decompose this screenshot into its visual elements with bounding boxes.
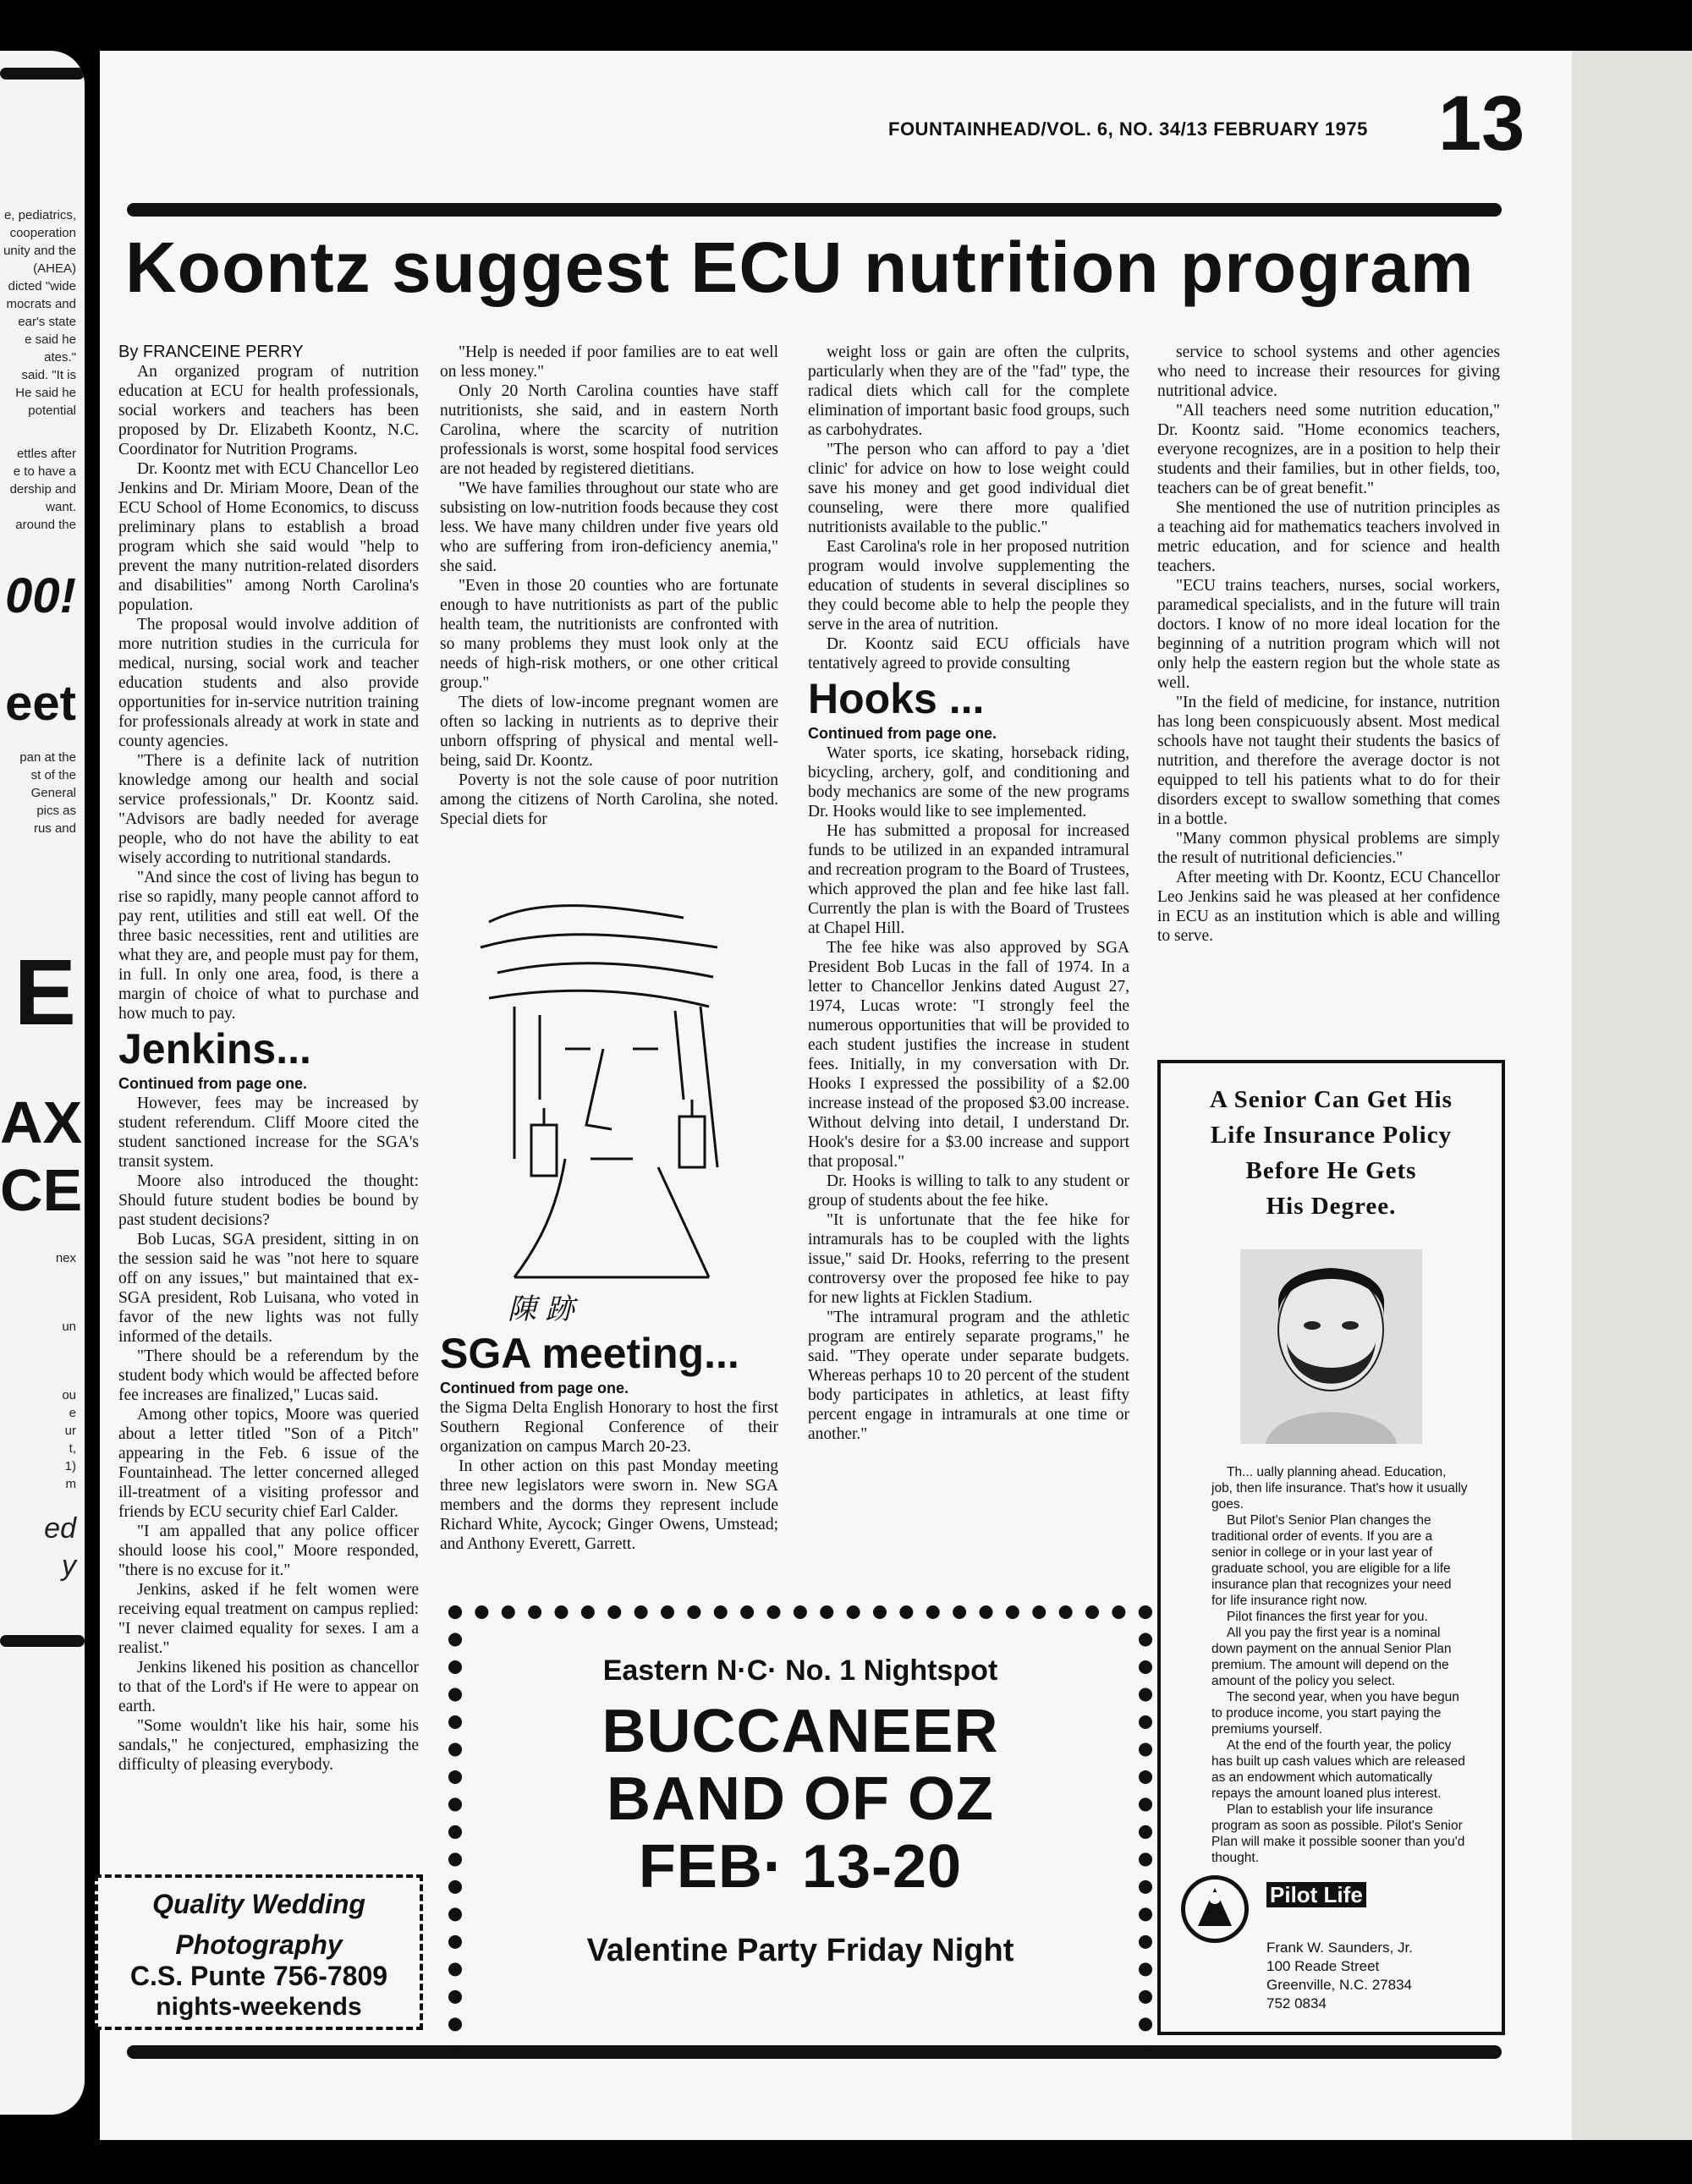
ad-headline-line: His Degree. xyxy=(1266,1193,1397,1220)
jenkins-paragraph: "I am appalled that any police officer should loose his cool," Moore responded, "there is no excuse for it." xyxy=(118,1523,419,1579)
prev-fragment: rus and xyxy=(33,821,76,836)
prev-fragment: said. "It is xyxy=(21,368,76,382)
sga-paragraph: In other action on this past Monday meeting three new legislators were sworn in. New SGA members and the dorms they represent include Richard White, Aycock; Ginger Owens, Umstead; and Anthony Everett, Garrett. xyxy=(440,1457,778,1553)
article-paragraph: "There is a definite lack of nutrition knowledge among our health and social service professionals," Dr. Koontz said. "Advisors are badly needed for average people, who do not have the ability to eat wisely according to nutritional standards. xyxy=(118,752,419,867)
prev-big-text: CE xyxy=(0,1157,83,1223)
pilot-logo-icon xyxy=(1181,1875,1249,1943)
prev-fragment: (AHEA) xyxy=(33,261,76,276)
jenkins-paragraph: Moore also introduced the thought: Should future student bodies be bound by past student decisions? xyxy=(118,1172,419,1229)
article-paragraph: Dr. Koontz said ECU officials have tentatively agreed to provide consulting xyxy=(808,635,1129,672)
jenkins-paragraph: Jenkins likened his position as chancellor to that of the Lord's if He were to appear on earth. xyxy=(118,1659,419,1715)
article-paragraph: After meeting with Dr. Koontz, ECU Chancellor Leo Jenkins said he was pleased at her confidence in ECU as an institution which is able and willing to serve. xyxy=(1157,869,1500,945)
jenkins-paragraph: Among other topics, Moore was queried about a letter titled "Son of a Pitch" appearing in the Feb. 6 issue of the Fountainhead. The letter concerned alleged ill-treatment of a visiting professor and friends by ECU security chief Earl Calder. xyxy=(118,1406,419,1521)
article-paragraph: "ECU trains teachers, nurses, social workers, paramedical specialists, and in the future will train doctors. I know of no more ideal location for the beginning of a nutrition program which will not only help the eastern region but the whole state as well. xyxy=(1157,577,1500,692)
sga-column xyxy=(440,1328,778,1554)
article-paragraph: "Help is needed if poor families are to eat well on less money." xyxy=(440,343,778,381)
prev-fragment: ates." xyxy=(44,350,76,365)
jenkins-paragraph: Bob Lucas, SGA president, sitting in on the session said he was "not here to square off on any issues," but maintained that ex-SGA president, Rob Luisana, who voted in favor of the new lights was not fully informed of the details. xyxy=(118,1231,419,1346)
jenkins-paragraph: "Some wouldn't like his hair, some his sandals," he conjectured, emphasizing the difficulty of pleasing everybody. xyxy=(118,1717,419,1774)
article-paragraph: An organized program of nutrition education at ECU for health professionals, social workers and teachers has been proposed by Dr. Elizabeth Koontz, N.C. Coordinator for Nutrition Programs. xyxy=(118,363,419,458)
prev-page-divider xyxy=(0,1635,85,1647)
byline: By FRANCEINE PERRY xyxy=(118,343,304,361)
sga-paragraph: the Sigma Delta English Honorary to host the first Southern Regional Conference of their organization on campus March 20-23. xyxy=(440,1399,778,1456)
ad-venue: BUCCANEER xyxy=(602,1698,999,1765)
prev-fragment: dicted "wide xyxy=(8,279,76,294)
prev-page-fragments-top xyxy=(0,206,85,420)
page-number: 13 xyxy=(1438,80,1525,167)
article-paragraph: The diets of low-income pregnant women are often so lacking in nutrients as to deprive their unborn offspring of physical and mental well-being, said Dr. Koontz. xyxy=(440,694,778,770)
prev-fragment: st of the xyxy=(30,768,76,782)
prev-fragment: He said he xyxy=(15,386,76,400)
ad-dates: FEB· 13-20 xyxy=(638,1833,963,1901)
article-column-3 xyxy=(808,343,1129,1444)
prev-fragment: nex xyxy=(55,1251,76,1265)
portrait-photo xyxy=(1240,1249,1422,1444)
prev-fragment: potential xyxy=(28,403,76,418)
prev-page-divider xyxy=(0,68,85,80)
article-paragraph: The proposal would involve addition of more nutrition studies in the curricula for medical, nursing, social work and teacher education students and also provide opportunities for in-service nutrition training for professionals already at work in state and county agencies. xyxy=(118,616,419,750)
prev-fragment: pics as xyxy=(36,804,76,818)
ad-band: BAND OF OZ xyxy=(607,1765,994,1833)
ad-paragraph: The second year, when you have begun to produce income, you start paying the premiums yourself. xyxy=(1211,1690,1459,1737)
prev-fragment: ettles after xyxy=(16,447,76,461)
prev-fragment: t, xyxy=(69,1441,76,1456)
previous-page-edge xyxy=(0,51,85,2115)
hooks-paragraph: Water sports, ice skating, horseback riding, bicycling, archery, golf, and conditioning and body mechanics are some of the new programs Dr. Hooks would like to see implemented. xyxy=(808,744,1129,820)
prev-fragment: e said he xyxy=(25,332,76,347)
article-paragraph: "In the field of medicine, for instance, nutrition has long been conspicuously absent. Most medical schools have not taught their students the basics of nutrition, and therefore the average doctor is not equipped to tell his patients what to do for their disorders except to swallow something that comes in a bottle. xyxy=(1157,694,1500,828)
ad-paragraph: At the end of the fourth year, the policy has built up cash values which are released as an endowment which automatically repays the amount loaned plus interest. xyxy=(1211,1738,1465,1801)
prev-fragment: dership and xyxy=(9,482,76,497)
wedding-photography-ad xyxy=(95,1874,423,2030)
ad-line: nights-weekends xyxy=(156,1993,362,2021)
article-paragraph: weight loss or gain are often the culprits, particularly when they are of the "fad" type, the radical diets which call for the complete elimination of important basic food groups, such as carbohydrates. xyxy=(808,343,1129,439)
prev-fragment: unity and the xyxy=(3,244,76,258)
hooks-paragraph: "The intramural program and the athletic program are entirely separate programs," he said. "They operate under separate budgets. Whereas perhaps 10 to 20 percent of the student body participates in athletics, at least fifty percent engage in intramurals at one time or another." xyxy=(808,1309,1129,1443)
article-paragraph: "We have families throughout our state who are subsisting on low-nutrition foods because they cost less. We have many children under five years old who are suffering from iron-deficiency anemia," she said. xyxy=(440,480,778,575)
prev-fragment: e, pediatrics, xyxy=(3,208,76,222)
hooks-continued: Continued from page one. xyxy=(808,725,997,742)
sketch-signature: 陳 跡 xyxy=(508,1292,574,1326)
ad-paragraph: But Pilot's Senior Plan changes the traditional order of events. If you are a senior in college or in your last year of graduate school, you are eligible for a life insurance plan that recognizes your need for life insurance right now. xyxy=(1211,1513,1452,1608)
prev-fragment: pan at the xyxy=(19,750,76,765)
ad-headline-line: Before He Gets xyxy=(1245,1157,1417,1184)
prev-fragment: ed xyxy=(44,1512,76,1545)
ad-paragraph: Pilot finances the first year for you. xyxy=(1227,1610,1428,1624)
hooks-paragraph: Dr. Hooks is willing to talk to any student or group of students about the fee hike. xyxy=(808,1172,1129,1210)
article-paragraph: "All teachers need some nutrition education," Dr. Koontz said. "Home economics teachers, everyone recognizes, are in a position to help their students and their families, but in other fields, too, teachers can be of great benefit." xyxy=(1157,402,1500,497)
sketch-illustration xyxy=(464,888,743,1328)
article-paragraph: Poverty is not the sole cause of poor nutrition among the citizens of North Carolina, she noted. Special diets for xyxy=(440,771,778,828)
hooks-subhead: Hooks ... xyxy=(808,675,985,722)
article-paragraph: Only 20 North Carolina counties have staff nutritionists, she said, and in eastern North Carolina, where the scarcity of nutrition professionals is worst, some hospital food services are not headed by registered dietitians. xyxy=(440,382,778,478)
prev-fragment: ear's state xyxy=(18,315,76,329)
jenkins-paragraph: Jenkins, asked if he felt women were receiving equal treatment on campus replied: "I never claimed equality for sexes. I am a realist." xyxy=(118,1581,419,1657)
top-divider xyxy=(127,203,1502,217)
article-paragraph: "Many common physical problems are simply the result of nutritional deficiencies." xyxy=(1157,830,1500,867)
jenkins-paragraph: However, fees may be increased by student referendum. Cliff Moore cited the student sanctioned increase for the SGA's transit system. xyxy=(118,1095,419,1171)
prev-fragment: mocrats and xyxy=(6,297,76,311)
ad-paragraph: Plan to establish your life insurance program as soon as possible. Pilot's Senior Plan will make it possible sooner than you'd thought. xyxy=(1211,1803,1465,1865)
prev-big-text: AX xyxy=(0,1089,83,1155)
jenkins-continued: Continued from page one. xyxy=(118,1075,307,1092)
jenkins-paragraph: "There should be a referendum by the student body which would be affected before fee increases are finalized," Lucas said. xyxy=(118,1347,419,1404)
jenkins-subhead: Jenkins... xyxy=(118,1025,311,1073)
ad-paragraph: All you pay the first year is a nominal down payment on the annual Senior Plan premium. The amount will depend on the amount of the policy you select. xyxy=(1211,1626,1452,1688)
pilot-life-ad xyxy=(1157,1060,1505,2035)
prev-fragment: 1) xyxy=(64,1459,76,1473)
portrait-icon xyxy=(1240,1249,1422,1444)
prev-fragment: e to have a xyxy=(13,464,76,479)
ad-headline-line: A Senior Can Get His xyxy=(1210,1086,1453,1113)
buccaneer-ad xyxy=(448,1605,1152,2059)
ad-headline-line: Life Insurance Policy xyxy=(1210,1122,1453,1149)
hooks-paragraph: "It is unfortunate that the fee hike for intramurals has to be coupled with the lights issue," said Dr. Hooks, referring to the present controversy over the proposed fee hike to pay for new lights at Ficklen Stadium. xyxy=(808,1211,1129,1307)
agent-info xyxy=(1266,1939,1413,2013)
sga-subhead: SGA meeting... xyxy=(440,1330,739,1377)
prev-page-fragments-mid xyxy=(0,445,85,534)
prev-fragment: want. xyxy=(46,500,76,514)
ad-paragraph: Th... ually planning ahead. Education, job, then life insurance. That's how it usually goes. xyxy=(1211,1465,1468,1512)
ad-headline xyxy=(1161,1082,1502,1224)
agent-line: Greenville, N.C. 27834 xyxy=(1266,1977,1412,1993)
masthead-folio: FOUNTAINHEAD/VOL. 6, NO. 34/13 FEBRUARY 1975 xyxy=(888,118,1368,140)
article-paragraph: "Even in those 20 counties who are fortunate enough to have nutritionists as part of the public health team, the nutritionists are confronted with so many problems they must look only at the needs of high-risk mothers, or one other critical group." xyxy=(440,577,778,692)
headline: Koontz suggest ECU nutrition program xyxy=(125,228,1475,307)
article-paragraph: "And since the cost of living has begun to rise so rapidly, many people cannot afford to pay rent, utilities and still eat well. Of the three basic necessities, rent and utilities are what they are, and people must pay for them, in full. In only one area, food, is there a margin of choice of what to purchase and how much to pay. xyxy=(118,869,419,1023)
agent-line: 100 Reade Street xyxy=(1266,1958,1380,1974)
ad-line: Photography xyxy=(175,1929,343,1960)
article-paragraph: She mentioned the use of nutrition principles as a teaching aid for mathematics teachers involved in metric education, and for science and health teachers. xyxy=(1157,499,1500,575)
hooks-paragraph: He has submitted a proposal for increased funds to be utilized in an expanded intramural and recreation program to the Board of Trustees, which approved the plan and fee hike last fall. Currently the plan is with the Board of Trustees at Chapel Hill. xyxy=(808,822,1129,937)
article-column-2 xyxy=(440,343,778,829)
article-column-4 xyxy=(1157,343,1500,946)
prev-fragment: General xyxy=(30,786,76,800)
article-paragraph: East Carolina's role in her proposed nutrition program would involve supplementing the education of students in several disciplines so they could become able to help the people they serve in the area of nutrition. xyxy=(808,538,1129,634)
ad-body xyxy=(1161,1464,1502,1866)
prev-fragment: e xyxy=(69,1406,76,1420)
prev-fragment: m xyxy=(65,1477,76,1491)
prev-fragment: ou xyxy=(62,1388,76,1402)
prev-page-fragments-bottom xyxy=(0,1249,85,1584)
prev-page-fragments-low xyxy=(0,749,85,837)
prev-fragment: y xyxy=(62,1550,76,1582)
prev-big-text: E xyxy=(14,941,76,1045)
bottom-divider xyxy=(127,2045,1502,2059)
article-paragraph: "The person who can afford to pay a 'diet clinic' for advice on how to lose weight could save his money and get good individual diet counseling, were there more qualified nutritionists available to the public." xyxy=(808,441,1129,536)
article-column-1 xyxy=(118,343,419,1775)
ad-phone: C.S. Punte 756-7809 xyxy=(129,1961,388,1991)
agent-line: 752 0834 xyxy=(1266,1995,1327,2011)
agent-line: Frank W. Saunders, Jr. xyxy=(1266,1940,1413,1956)
hooks-paragraph: The fee hike was also approved by SGA President Bob Lucas in the fall of 1974. In a letter to Chancellor Jenkins dated August 27, 1974, Lucas wrote: "I strongly feel the numerous opportunities that will be provided to each student justifies the increase in student fees. Initially, in my conversation with Dr. Hooks I expressed the possibility of a $2.00 increase instead of the proposed $3.00 increase. Without delving into detail, I understand Dr. Hook's desire for a $3.00 increase and support that proposal." xyxy=(808,939,1129,1171)
article-paragraph: service to school systems and other agencies who need to increase their resources for giving nutritional advice. xyxy=(1157,343,1500,400)
sga-continued: Continued from page one. xyxy=(440,1380,629,1397)
right-page-edge xyxy=(1572,51,1692,2140)
pilot-logo-word: Pilot Life xyxy=(1266,1882,1366,1907)
prev-fragment: cooperation xyxy=(9,226,76,240)
prev-fragment: around the xyxy=(15,518,76,532)
prev-fragment: ur xyxy=(64,1424,76,1438)
ad-line: Quality Wedding xyxy=(152,1889,365,1919)
prev-big-text: 00! xyxy=(5,568,76,623)
article-paragraph: Dr. Koontz met with ECU Chancellor Leo Jenkins and Dr. Miriam Moore, Dean of the ECU School of Home Economics, to discuss preliminary plans to establish a broad program which she said would "help to prevent the many nutrition-related disorders and disabilities" among North Carolina's population. xyxy=(118,460,419,614)
prev-fragment: un xyxy=(62,1320,76,1334)
ad-tagline: Eastern N·C· No. 1 Nightspot xyxy=(602,1654,998,1687)
ad-valentine: Valentine Party Friday Night xyxy=(586,1933,1014,1968)
prev-big-text: eet xyxy=(5,676,76,731)
